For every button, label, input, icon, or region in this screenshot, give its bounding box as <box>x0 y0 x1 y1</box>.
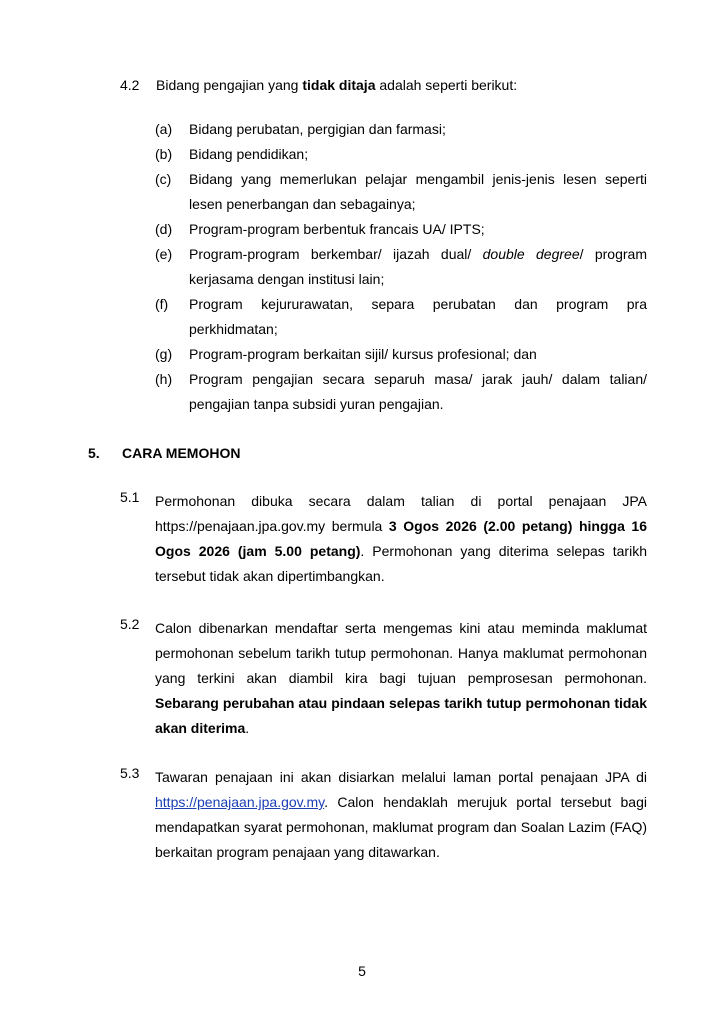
list-item-label: (a) <box>155 121 173 137</box>
list-item-text: Program-program berbentuk francais UA/ IPTS; <box>189 221 485 237</box>
list-item-text: Program pengajian secara separuh masa/ jarak jauh/ dalam talian/ pengajian tanpa subsidi yuran pengajian. <box>189 371 647 412</box>
list-item <box>155 367 647 417</box>
section-number: 4.2 <box>120 77 140 93</box>
list-item <box>155 142 647 167</box>
heading-text-bold: tidak ditaja <box>302 77 376 93</box>
paragraph-body <box>155 616 647 741</box>
list-item-text: Program-program berkaitan sijil/ kursus profesional; dan <box>189 346 537 362</box>
list-item <box>155 117 647 142</box>
portal-link[interactable]: https://penajaan.jpa.gov.my <box>155 794 325 810</box>
paragraph-5-1 <box>120 489 647 589</box>
list-item-text: Bidang perubatan, pergigian dan farmasi; <box>189 121 446 137</box>
paragraph-bold-dates: 3 Ogos 2026 (2.00 petang) hingga 16 Ogos 2026 (jam 5.00 petang) <box>155 518 647 559</box>
list-item-text: Program kejururawatan, separa perubatan dan program pra perkhidmatan; <box>189 296 647 337</box>
paragraph-bold-notice: Sebarang perubahan atau pindaan selepas tarikh tutup permohonan tidak akan diterima <box>155 695 647 736</box>
list-item <box>155 242 647 292</box>
section-heading <box>156 77 517 93</box>
paragraph-text: Calon dibenarkan mendaftar serta mengemas kini atau meminda maklumat permohonan sebelum tarikh tutup permohonan. Hanya maklumat permohonan yang terkini akan diambil kira bagi tujuan pemprosesan permohonan. <box>155 620 647 686</box>
list-item-text-italic: double degree <box>482 246 580 262</box>
list-item-text-end: / program kerjasama dengan institusi lain; <box>189 246 647 287</box>
list-item-text-start: Program-program berkembar/ ijazah dual/ <box>189 246 483 262</box>
list-item <box>155 292 647 342</box>
heading-text-end: adalah seperti berikut: <box>375 77 518 93</box>
paragraph-text: Tawaran penajaan ini akan disiarkan melalui laman portal penajaan JPA di <box>155 769 647 785</box>
list-item <box>155 167 647 217</box>
page-number: 5 <box>358 963 366 979</box>
list-item-label: (f) <box>155 296 169 312</box>
list-item-text <box>189 242 647 292</box>
paragraph-5-3 <box>120 765 647 865</box>
list-item-label: (e) <box>155 246 173 262</box>
paragraph-number: 5.2 <box>120 616 140 632</box>
list-item-label: (b) <box>155 146 173 162</box>
section-title: CARA MEMOHON <box>122 445 241 461</box>
paragraph-text: . Calon hendaklah merujuk portal tersebut bagi mendapatkan syarat permohonan, maklumat program dan Soalan Lazim (FAQ) berkaitan program penajaan yang ditawarkan. <box>155 794 647 860</box>
paragraph-text: Permohonan dibuka secara dalam talian di portal penajaan JPA https://penajaan.jpa.gov.my bermula <box>155 493 647 534</box>
list-item-text: Bidang pendidikan; <box>189 146 309 162</box>
paragraph-body <box>155 765 647 865</box>
paragraph-number: 5.1 <box>120 489 140 505</box>
paragraph-body <box>155 489 647 589</box>
list-item <box>155 342 647 367</box>
list-item-label: (c) <box>155 171 172 187</box>
paragraph-text: . Permohonan yang diterima selepas tarikh tersebut tidak akan dipertimbangkan. <box>155 543 647 584</box>
list-item-text: Bidang yang memerlukan pelajar mengambil jenis-jenis lesen seperti lesen penerbangan dan sebagainya; <box>189 171 647 212</box>
excluded-fields-list <box>155 117 647 417</box>
paragraph-text: . <box>245 720 250 736</box>
list-item-label: (g) <box>155 346 173 362</box>
list-item-label: (h) <box>155 371 173 387</box>
paragraph-number: 5.3 <box>120 765 140 781</box>
list-item <box>155 217 647 242</box>
section-number: 5. <box>88 445 100 461</box>
list-item-label: (d) <box>155 221 173 237</box>
heading-text-start: Bidang pengajian yang <box>156 77 303 93</box>
paragraph-5-2 <box>120 616 647 741</box>
